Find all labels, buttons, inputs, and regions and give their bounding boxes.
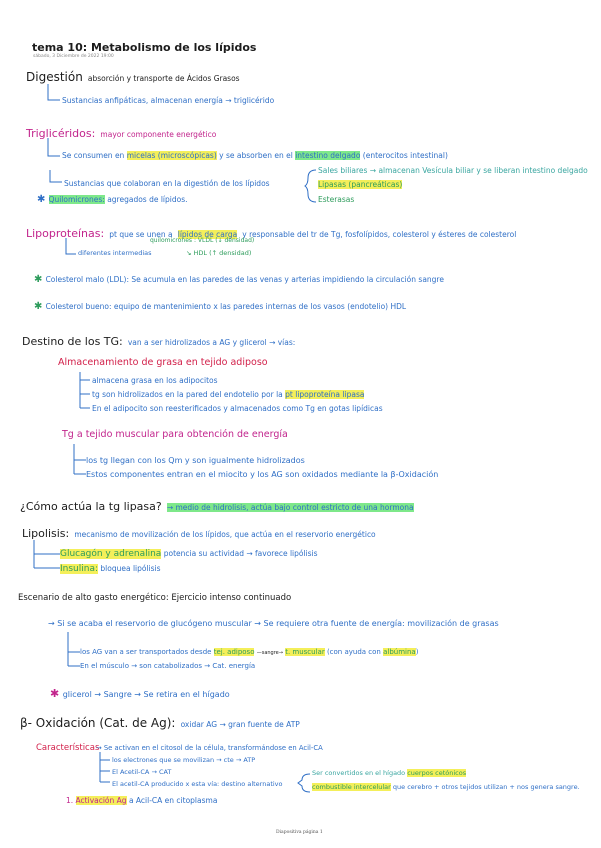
caracteristicas-label: Características <box>36 743 100 753</box>
colesterol-bueno: ✱ Colesterol bueno: equipo de mantenimiento x las paredes internas de los vasos (endotelio) HDL <box>34 301 407 312</box>
glicerol-line: ✱ glicerol → Sangre → Se retira en el hígado <box>50 687 230 700</box>
branch-arrow <box>64 238 78 260</box>
branch-arrow <box>48 170 64 186</box>
tg-muscular-line2: Estos componentes entran en el miocito y los AG son oxidados mediante la β-Oxidación <box>86 470 439 479</box>
page-footer: Diapositiva página 1 <box>276 830 323 835</box>
caract-line2: los electrones que se movilizan → cte → ATP <box>112 756 256 764</box>
como-actua: ¿Cómo actúa la tg lipasa? → medio de hidrolisis, actúa bajo control estricto de una hormona <box>20 500 414 513</box>
branch-arrows <box>78 372 92 412</box>
caract-line4: El acetil-CA producido x esta vía: destino alternativo <box>112 780 283 788</box>
almacenamiento-line1: almacena grasa en los adipocitos <box>92 376 218 385</box>
colesterol-malo: ✱ Colesterol malo (LDL): Se acumula en las paredes de las venas y arterias impidiendo la circulación sangre <box>34 274 444 285</box>
branch-arrows <box>98 752 112 786</box>
page-title: tema 10: Metabolismo de los lípidos <box>32 41 257 54</box>
tg-muscular-title: Tg a tejido muscular para obtención de energía <box>62 429 288 440</box>
esterasas: Esterasas <box>318 195 355 204</box>
escenario-line2: los AG van a ser transportados desde tej. adiposo —sangre→ t. muscular (con ayuda con albúmina) <box>80 648 419 656</box>
page-meta: sábado, 3 Diciembre de 2022 19:00 <box>33 54 114 59</box>
activacion-line: 1. Activación Ag a Acil-CA en citoplasma <box>66 796 218 805</box>
trigliceridos-heading: Triglicéridos: mayor componente energético <box>26 127 217 140</box>
quilo-vldl: quilomicrones : VLDL (↓ densidad) <box>150 237 255 244</box>
glucagon-line: Glucagón y adrenalina potencia su actividad → favorece lipólisis <box>60 549 318 559</box>
brace <box>304 168 318 204</box>
tg-muscular-line1: los tg llegan con los Qm y son igualmente hidrolizados <box>86 456 305 465</box>
beta-oxidacion-heading: β- Oxidación (Cat. de Ag): oxidar AG → gran fuente de ATP <box>20 716 300 730</box>
hdl-label: ↘ HDL (↑ densidad) <box>186 249 252 257</box>
destino-heading: Destino de los TG: van a ser hidrolizados a AG y glicerol → vías: <box>22 335 296 348</box>
quilomicrones: ✱ Quilomicrones: agregados de lípidos. <box>37 194 188 205</box>
sales-biliares: Sales biliares → almacenan Vesícula biliar y se liberan intestino delgado <box>318 166 588 175</box>
lipasas: Lipasas (pancreáticas) <box>318 180 403 189</box>
brace <box>296 772 312 794</box>
trigliceridos-line2: Sustancias que colaboran en la digestión de los lípidos <box>64 179 270 188</box>
lipoproteinas-heading: Lipoproteínas: pt que se unen a lípidos de carga y responsable del tr de Tg, fosfolípidos, colesterol y ésteres de colesterol <box>26 227 517 240</box>
cuerpos-cetonicos: Ser convertidos en el hígado cuerpos cetónicos <box>312 769 467 777</box>
branch-arrows <box>32 540 62 574</box>
trigliceridos-line1: Se consumen en micelas (microscópicas) y se absorben en el intestino delgado (enterocitos intestinal) <box>62 151 448 160</box>
almacenamiento-line3: En el adipocito son reesterificados y almacenados como Tg en gotas lipídicas <box>92 404 383 413</box>
insulina-line: Insulina: bloquea lipólisis <box>60 564 161 574</box>
caract-line3: El Acetil-CA → CAT <box>112 768 172 776</box>
lipolisis-heading: Lipolisis: mecanismo de movilización de los lípidos, que actúa en el reservorio energético <box>22 527 376 540</box>
almacenamiento-title: Almacenamiento de grasa en tejido adiposo <box>58 357 268 368</box>
digestion-line1: Sustancias anfipáticas, almacenan energía → triglicérido <box>62 96 275 105</box>
digestion-heading: Digestión absorción y transporte de Ácidos Grasos <box>26 70 240 84</box>
combustible-line: combustible intercelular que cerebro + otros tejidos utilizan + nos genera sangre. <box>312 783 580 791</box>
escenario-heading: Escenario de alto gasto energético: Ejercicio intenso continuado <box>18 593 292 603</box>
branch-arrow <box>46 84 62 104</box>
branch-arrow <box>46 138 62 160</box>
escenario-line3: En el músculo → son catabolizados → Cat. energía <box>80 662 256 670</box>
escenario-line1: → Si se acaba el reservorio de glucógeno muscular → Se requiere otra fuente de energía: movilización de grasas <box>48 619 499 628</box>
caract-line1: → Se activan en el citosol de la célula, transformándose en Acil-CA <box>96 744 323 752</box>
almacenamiento-line2: tg son hidrolizados en la pared del endotelio por la pt lipoproteína lipasa <box>92 390 365 399</box>
lipoproteinas-diferentes: diferentes intermedias <box>78 249 152 257</box>
